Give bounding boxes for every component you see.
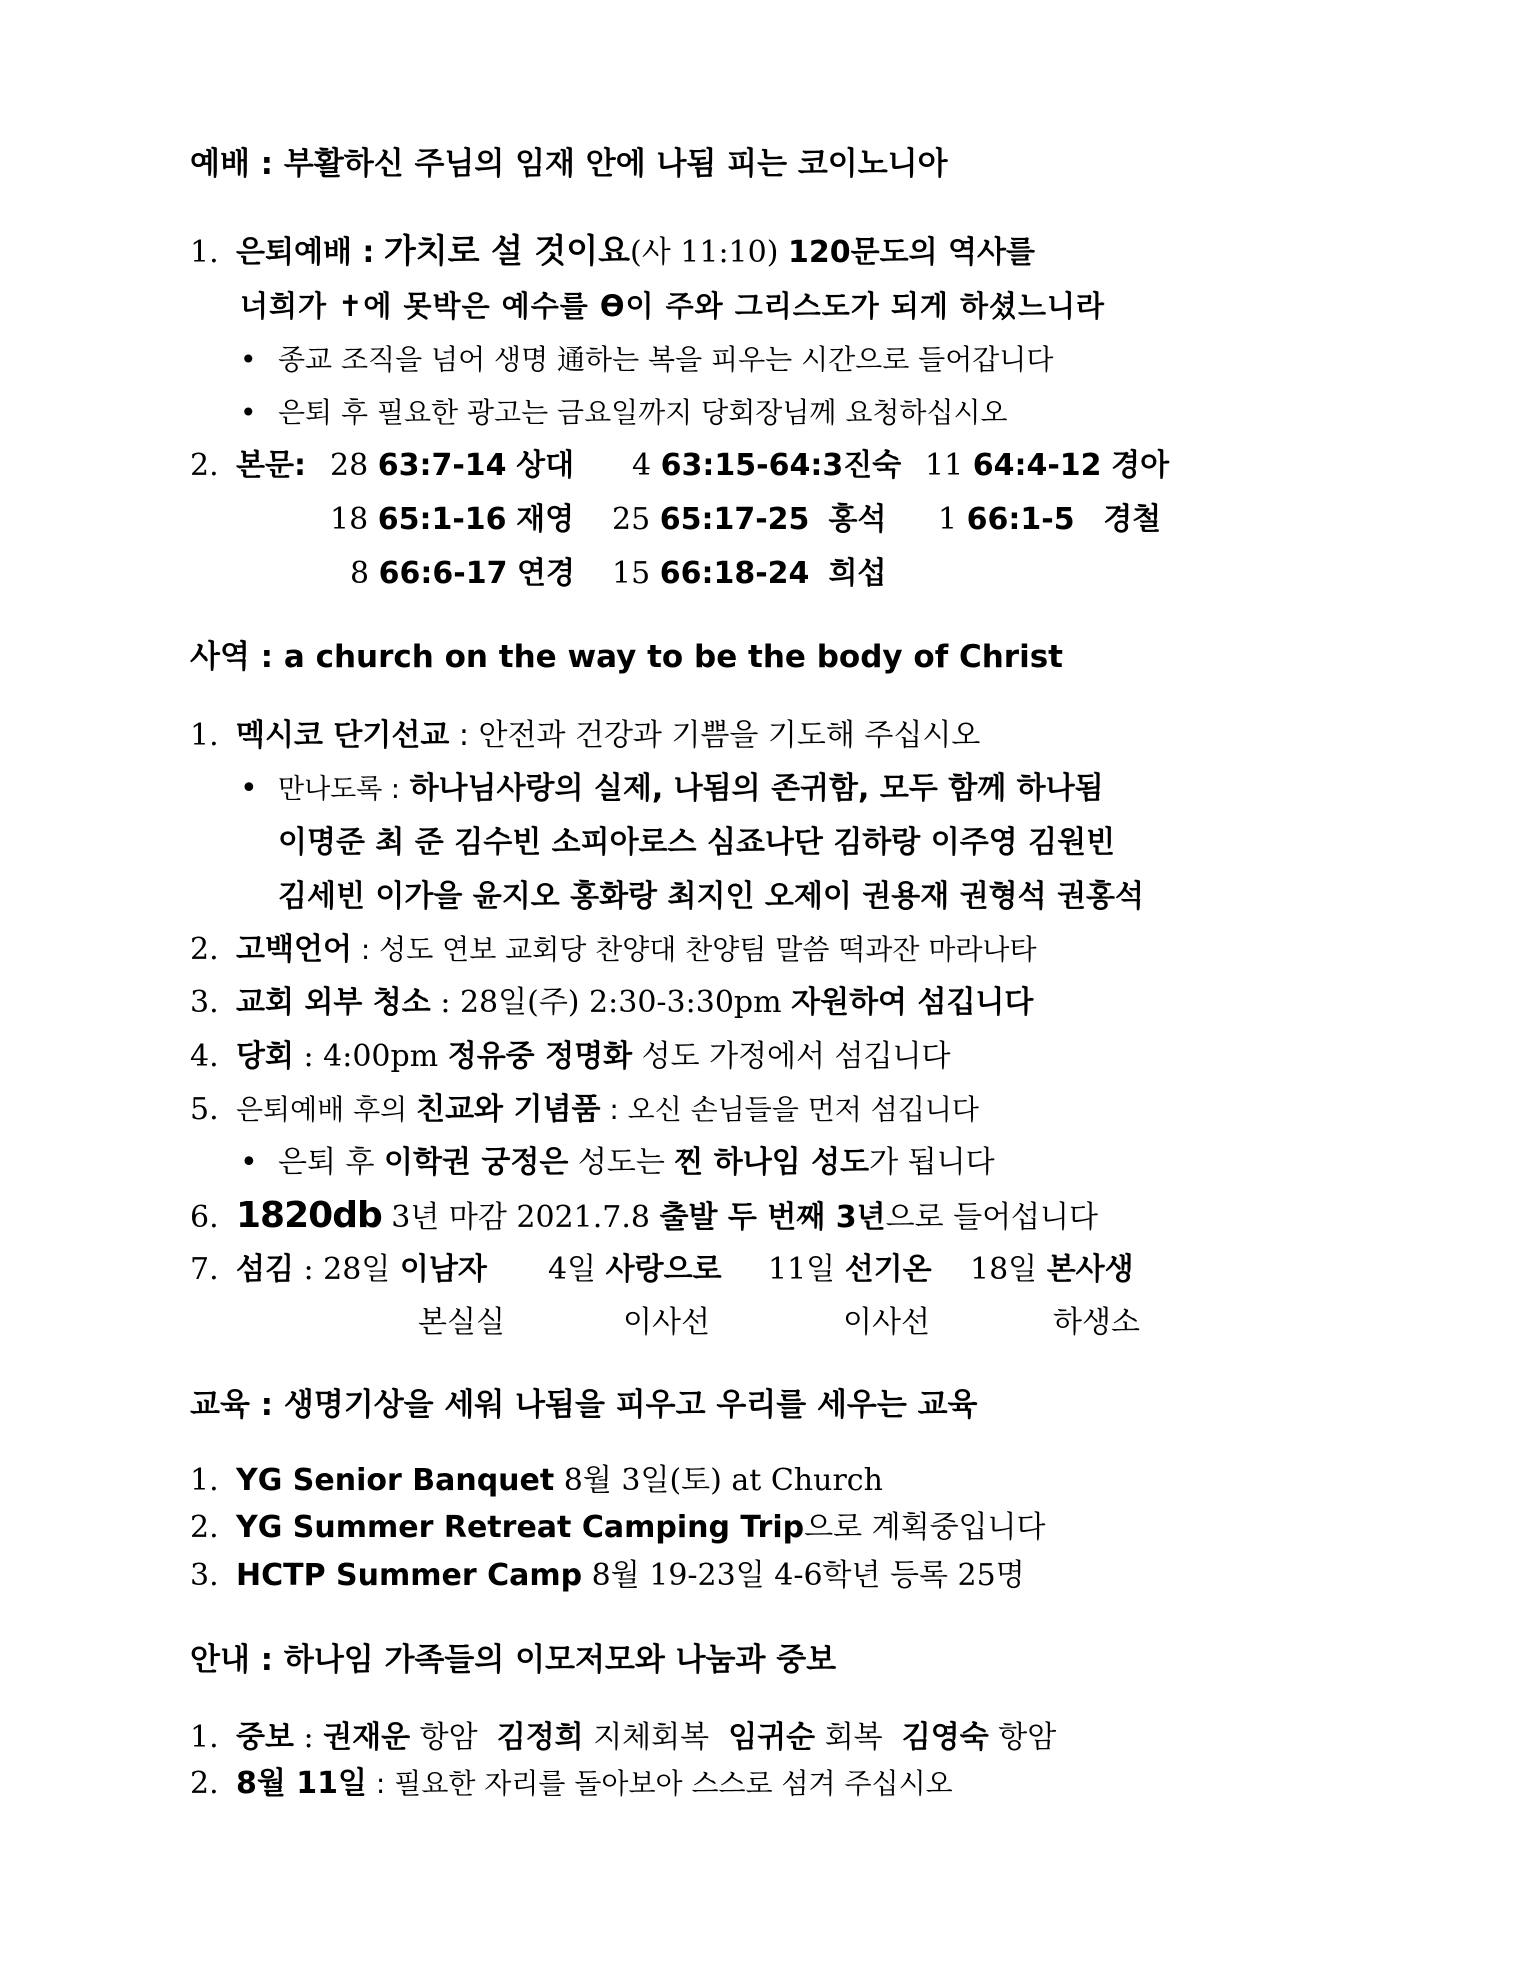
education-item-3 <box>190 1556 1025 1596</box>
item-number: 1. <box>190 1720 219 1755</box>
bullet-emphasis: 찐 하나임 성도 <box>674 1145 870 1180</box>
item-number: 2. <box>190 1510 219 1545</box>
prayer-condition: 지체회복 <box>593 1720 710 1755</box>
item-prefix: 은퇴예배 후의 <box>236 1093 417 1126</box>
brand-logo-text: 1820db <box>236 1195 382 1236</box>
sermon-title: 가치로 설 것이요 <box>383 231 631 270</box>
worship-bullet-2 <box>240 393 1008 433</box>
item-number: 2. <box>190 932 219 967</box>
item-label: 멕시코 단기선교 <box>236 718 450 753</box>
serving-sub: 하생소 <box>1053 1305 1140 1340</box>
reader-name: 재영 <box>516 502 575 537</box>
reading-day: 18 <box>330 502 369 537</box>
item-label: 은퇴예배 : <box>236 235 375 270</box>
item-label: 당회 <box>236 1039 294 1074</box>
item-label: 친교와 기념품 <box>416 1092 601 1127</box>
serving-entry <box>768 1250 932 1290</box>
prayer-name: 김정희 <box>496 1720 584 1755</box>
education-heading: 교육 : 생명기상을 세워 나됨을 피우고 우리를 세우는 교육 <box>190 1387 978 1423</box>
scripture-row-1 <box>190 446 306 486</box>
item-text: : 안전과 건강과 기쁨을 기도해 주십시오 <box>449 718 981 753</box>
bullet-icon: • <box>240 771 258 806</box>
item-text: 3년 마감 2021.7.8 <box>381 1200 660 1235</box>
ministry-item-4 <box>190 1037 950 1077</box>
prayer-name: 임귀순 <box>728 1720 816 1755</box>
item-number: 4. <box>190 1039 219 1074</box>
bullet-icon: • <box>240 1145 258 1180</box>
reading-verse: 63:15-64:3 <box>660 448 844 483</box>
item-text: : 필요한 자리를 돌아보아 스스로 섬겨 주십시오 <box>367 1767 953 1800</box>
scripture-reference: (사 11:10) <box>630 235 779 270</box>
reading-day: 11 <box>925 448 964 483</box>
scripture-entry <box>612 554 886 594</box>
item-description: 120문도의 역사를 <box>787 235 1035 270</box>
bullet-label: 만나도록 : <box>278 774 401 805</box>
ministry-bullet-5 <box>240 1143 995 1183</box>
bullet-icon: • <box>240 396 257 429</box>
education-item-2 <box>190 1508 1046 1548</box>
reading-day: 1 <box>938 502 958 537</box>
scripture-entry <box>925 446 1169 486</box>
item-text: 8월 3일(토) at Church <box>554 1463 883 1498</box>
serving-sub: 본실실 <box>418 1305 505 1340</box>
serving-name: 선기온 <box>844 1252 932 1287</box>
item-number: 3. <box>190 1558 219 1593</box>
item-text: 으로 계획중입니다 <box>804 1510 1046 1545</box>
item-label: 8월 11일 <box>236 1766 368 1801</box>
reading-verse: 65:17-25 <box>659 502 810 537</box>
serving-day: 4일 <box>548 1252 597 1287</box>
item-number: 6. <box>190 1200 219 1235</box>
item-text: : 오신 손님들을 먼저 섬깁니다 <box>600 1093 979 1126</box>
item-number: 3. <box>190 985 219 1020</box>
bullet-text: 은퇴 후 필요한 광고는 금요일까지 당회장님께 요청하십시오 <box>278 396 1008 429</box>
bullet-text: 종교 조직을 넘어 생명 通하는 복을 피우는 시간으로 들어갑니다 <box>278 343 1054 376</box>
bullet-mid: 성도는 <box>568 1145 675 1180</box>
item-label: YG Senior Banquet <box>236 1463 555 1498</box>
reading-verse: 65:1-16 <box>377 502 507 537</box>
serving-day: 18일 <box>970 1252 1038 1287</box>
reader-name: 홍석 <box>828 502 887 537</box>
item-number: 2. <box>190 1766 219 1801</box>
prayer-name: 김영숙 <box>901 1720 989 1755</box>
notice-item-2 <box>190 1764 953 1804</box>
ministry-item-3 <box>190 983 1033 1023</box>
item-separator: : <box>293 1252 324 1287</box>
item-tail: 으로 들어섭니다 <box>885 1200 1098 1235</box>
notice-heading: 안내 : 하나임 가족들의 이모저모와 나눔과 중보 <box>190 1642 837 1678</box>
scripture-entry <box>350 554 575 594</box>
bullet-text: 하나님사랑의 실제, 나됨의 존귀함, 모두 함께 하나됨 <box>409 771 1104 806</box>
reader-name: 경철 <box>1103 502 1162 537</box>
serving-day: 28일 <box>323 1252 391 1287</box>
item-text: 8월 19-23일 4-6학년 등록 25명 <box>582 1558 1025 1593</box>
serving-entry <box>970 1250 1134 1290</box>
item-number: 5. <box>190 1092 219 1127</box>
reading-verse: 63:7-14 <box>377 448 507 483</box>
reader-name: 상대 <box>516 448 575 483</box>
prayer-condition: 항암 <box>419 1720 478 1755</box>
ministry-item-6 <box>190 1196 1098 1238</box>
item-label: 중보 <box>236 1720 294 1755</box>
mission-team-names-1: 이명준 최 준 김수빈 소피아로스 심죠나단 김하랑 이주영 김원빈 <box>278 825 1116 860</box>
ministry-heading: 사역 : a church on the way to be the body of Christ <box>190 639 1063 675</box>
item-separator: : <box>293 1720 324 1755</box>
worship-bullet-1 <box>240 340 1053 380</box>
serving-entry <box>548 1250 722 1290</box>
ministry-item-7 <box>190 1250 487 1290</box>
mission-team-names-2: 김세빈 이가을 윤지오 홍화랑 최지인 오제이 권용재 권형석 권홍석 <box>278 879 1145 914</box>
worship-item-1-line2: 너희가 ✝에 못박은 예수를 ϴ이 주와 그리스도가 되게 하셨느니라 <box>240 289 1106 323</box>
prayer-condition: 항암 <box>998 1720 1057 1755</box>
item-label: 본문: <box>236 448 306 483</box>
item-number: 1. <box>190 1463 219 1498</box>
item-text: : 성도 연보 교회당 찬양대 찬양팀 말씀 떡과잔 마라나타 <box>351 933 1037 966</box>
reading-verse: 66:18-24 <box>659 556 810 591</box>
reading-day: 28 <box>330 448 369 483</box>
reading-verse: 64:4-12 <box>972 448 1102 483</box>
serving-name: 사랑으로 <box>605 1252 722 1287</box>
item-label: 고백언어 <box>236 932 352 967</box>
item-text: : 28일(주) 2:30-3:30pm <box>430 985 792 1020</box>
item-number: 1. <box>190 235 219 270</box>
ministry-item-1 <box>190 716 980 756</box>
reader-name: 연경 <box>517 556 575 591</box>
serving-sub: 이사선 <box>623 1305 710 1340</box>
item-number: 7. <box>190 1252 219 1287</box>
elder-names: 정유중 정명화 <box>447 1039 633 1074</box>
item-number: 1. <box>190 718 219 753</box>
notice-item-1 <box>190 1718 1056 1758</box>
scripture-entry <box>330 500 574 540</box>
reading-day: 8 <box>350 556 370 591</box>
reader-name: 희섭 <box>828 556 887 591</box>
reader-name: 진숙 <box>843 448 902 483</box>
item-tail: 성도 가정에서 섬깁니다 <box>632 1039 951 1074</box>
ministry-item-5 <box>190 1090 979 1130</box>
item-tail: 자원하여 섬깁니다 <box>791 985 1034 1020</box>
reading-day: 4 <box>632 448 652 483</box>
item-label: 섬김 <box>236 1252 294 1287</box>
retiree-names: 이학권 궁정은 <box>384 1145 569 1180</box>
prayer-condition: 회복 <box>824 1720 883 1755</box>
serving-name: 이남자 <box>399 1252 487 1287</box>
serving-sub: 이사선 <box>843 1305 930 1340</box>
reader-name: 경아 <box>1111 448 1170 483</box>
reading-verse: 66:1-5 <box>966 502 1075 537</box>
education-item-1 <box>190 1461 883 1501</box>
serving-day: 11일 <box>768 1252 836 1287</box>
item-label: 교회 외부 청소 <box>236 985 431 1020</box>
reading-verse: 66:6-17 <box>378 556 508 591</box>
scripture-entry <box>330 446 574 486</box>
worship-heading: 예배 : 부활하신 주님의 임재 안에 나됨 피는 코이노니아 <box>190 146 948 182</box>
ministry-bullet-1 <box>240 769 1104 810</box>
item-text: : 4:00pm <box>293 1039 448 1074</box>
scripture-entry <box>632 446 901 486</box>
item-label: YG Summer Retreat Camping Trip <box>236 1510 805 1545</box>
prayer-name: 권재운 <box>323 1720 411 1755</box>
bullet-tail: 가 됩니다 <box>869 1145 995 1180</box>
item-label: HCTP Summer Camp <box>236 1558 583 1593</box>
item-number: 2. <box>190 448 219 483</box>
worship-item-1 <box>190 231 1035 273</box>
serving-name: 본사생 <box>1046 1252 1134 1287</box>
scripture-entry <box>612 500 886 540</box>
bullet-prefix: 은퇴 후 <box>278 1145 385 1180</box>
reading-day: 15 <box>612 556 651 591</box>
ministry-item-2 <box>190 930 1037 970</box>
bullet-icon: • <box>240 343 257 376</box>
item-emphasis: 출발 두 번째 3년 <box>659 1200 886 1235</box>
reading-day: 25 <box>612 502 651 537</box>
scripture-entry <box>938 500 1161 540</box>
